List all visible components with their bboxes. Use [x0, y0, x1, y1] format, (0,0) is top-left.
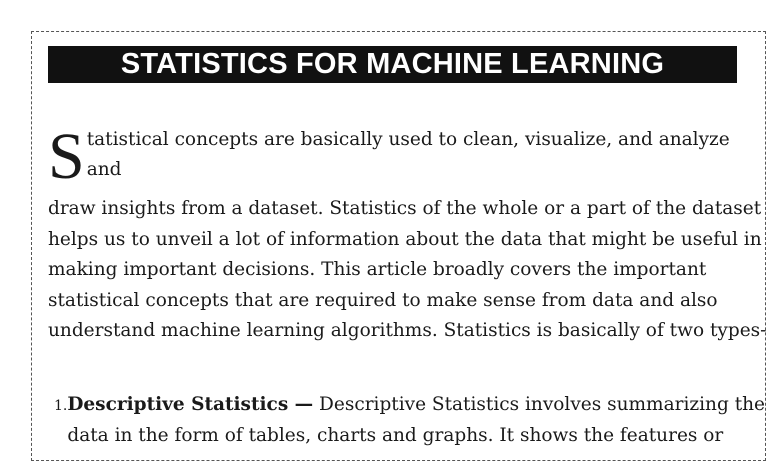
list-number: 1.: [54, 398, 68, 414]
intro-paragraph: [48, 120, 767, 347]
intro-line: draw insights from a dataset. Statistics of the whole or a part of the dataset: [48, 198, 762, 219]
intro-line: understand machine learning algorithms. Statistics is basically of two types-: [48, 320, 767, 341]
types-list: [48, 390, 765, 451]
intro-line: statistical concepts that are required to make sense from data and also: [48, 289, 718, 311]
page-title: STATISTICS FOR MACHINE LEARNING: [48, 46, 737, 83]
list-item-line: [67, 390, 765, 421]
intro-first-line: [48, 120, 748, 193]
list-item-body: [67, 390, 765, 451]
list-term: Descriptive Statistics —: [67, 394, 314, 415]
intro-body: [48, 194, 767, 347]
intro-first-line-text: tatistical concepts are basically used to clean, visualize, and analyze and: [86, 129, 730, 180]
list-item: [48, 390, 765, 451]
list-text: Descriptive Statistics involves summarizing the: [313, 394, 765, 415]
list-item-line: data in the form of tables, charts and graphs. It shows the features or: [67, 424, 724, 446]
intro-line: helps us to unveil a lot of information about the data that might be useful in: [48, 228, 762, 250]
intro-line: making important decisions. This article broadly covers the important: [48, 259, 707, 280]
drop-cap: S: [48, 120, 85, 193]
